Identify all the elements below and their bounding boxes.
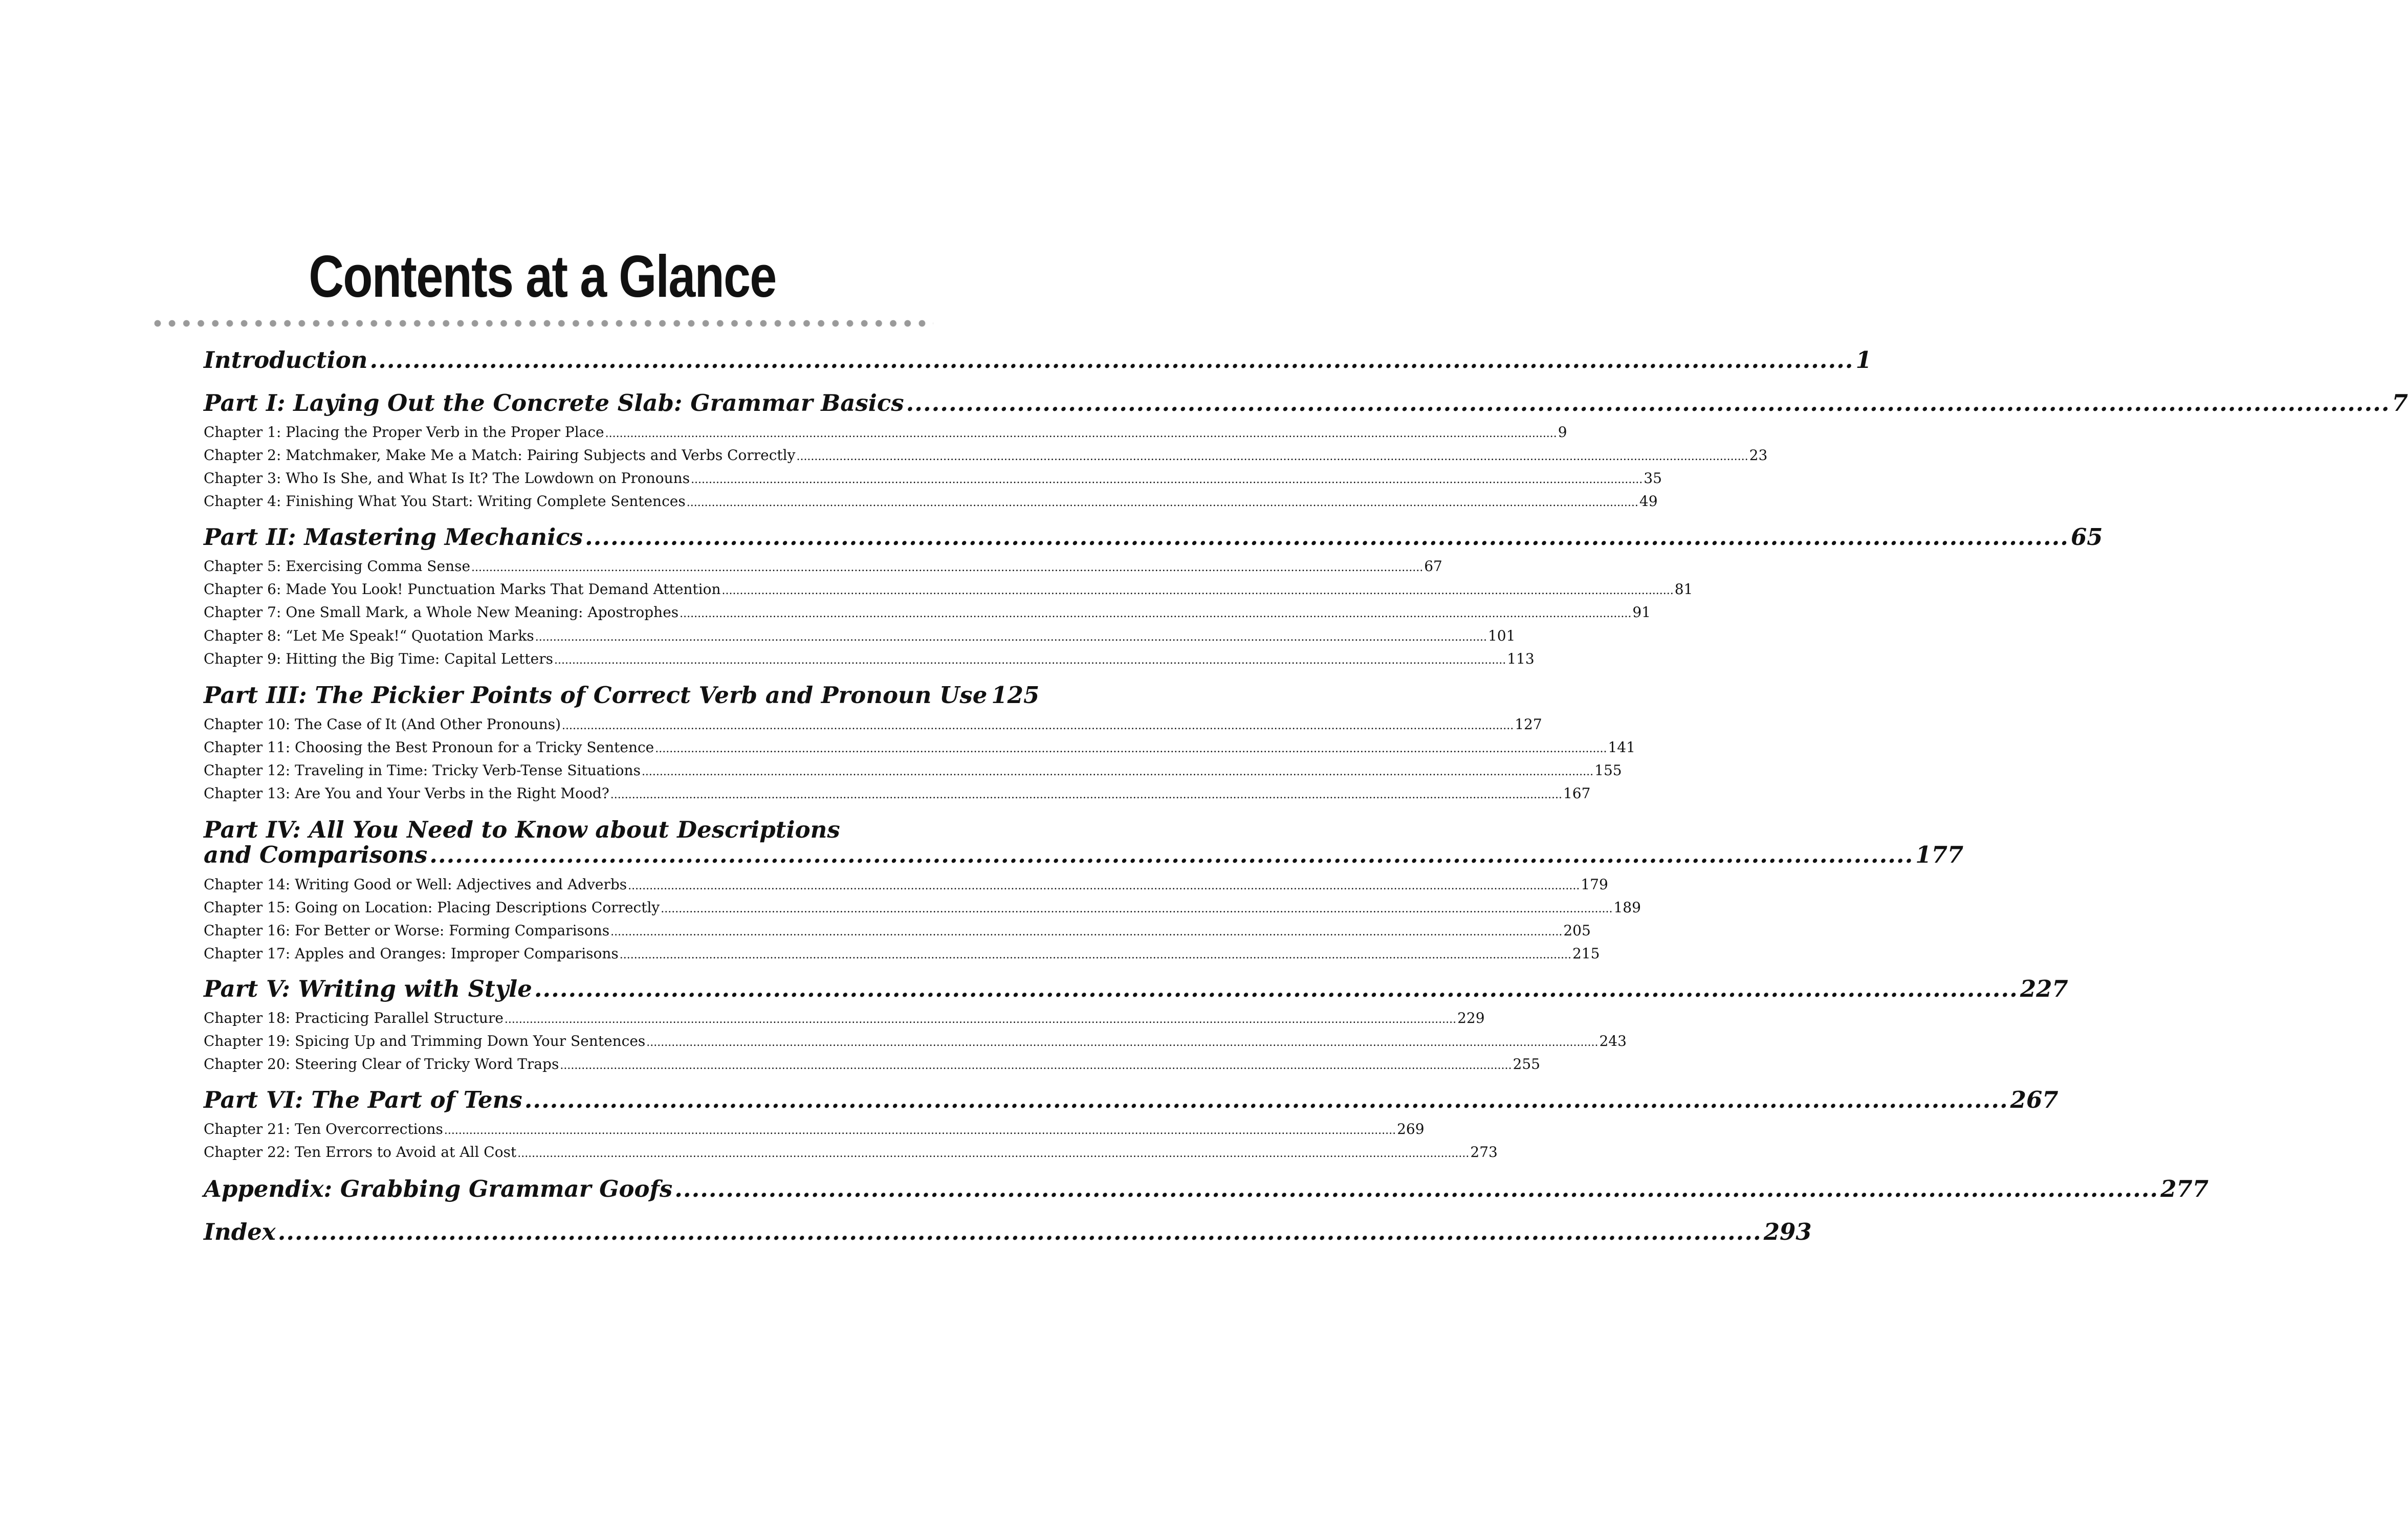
page-number: 125 [991, 682, 1040, 709]
dot-leader: .......................................................................................................................................................................................................................................................................... [661, 903, 1613, 915]
page-number: 267 [2010, 1086, 2059, 1113]
chapter-label: Chapter 11: Choosing the Best Pronoun for a Tricky Sentence [204, 739, 654, 756]
chapter-label: Chapter 15: Going on Location: Placing Descriptions Correctly [204, 899, 660, 916]
chapter-label: Chapter 5: Exercising Comma Sense [204, 558, 471, 575]
dot-leader: .......................................................................................................................................................................................................................................................................... [619, 949, 1571, 961]
page-number: 91 [1632, 604, 1651, 621]
dot-leader: .......................................................................................................................................................................................................................................................................... [444, 1124, 1396, 1137]
dot-leader: .............................................................................................................................................................................. [369, 346, 1854, 374]
page-number: 81 [1674, 581, 1693, 598]
chapter-label: Chapter 19: Spicing Up and Trimming Down Your Sentences [204, 1033, 646, 1049]
part-label: Index [204, 1218, 276, 1245]
page-number: 179 [1581, 876, 1608, 893]
chapter-label: Chapter 16: For Better or Worse: Forming Comparisons [204, 922, 610, 939]
page-number: 1 [1855, 346, 1872, 374]
page-number: 189 [1613, 899, 1641, 916]
dot-leader: .......................................................................................................................................................................................................................................................................... [691, 473, 1643, 486]
dot-leader: .............................................................................................................................................................................. [906, 389, 2390, 416]
toc-chapter-17[interactable] [204, 945, 1600, 964]
dot-leader: .......................................................................................................................................................................................................................................................................... [535, 631, 1487, 644]
toc-chapter-20[interactable] [204, 1056, 1540, 1074]
dot-leader: .......................................................................................................................................................................................................................................................................... [504, 1013, 1457, 1026]
toc-chapter-1[interactable] [204, 424, 1567, 443]
toc-part-4[interactable] [204, 841, 1964, 869]
toc-appendix[interactable] [204, 1175, 2209, 1203]
toc-part-introduction[interactable] [204, 346, 1872, 375]
part-label: Introduction [204, 346, 368, 374]
toc-part-1[interactable] [204, 389, 2408, 418]
toc-chapter-14[interactable] [204, 876, 1608, 895]
toc-chapter-9[interactable] [204, 650, 1535, 669]
page-number: 67 [1424, 558, 1442, 575]
toc-chapter-3[interactable] [204, 470, 1662, 489]
part-label: Part V: Writing with Style [204, 975, 532, 1002]
dot-leader: .......................................................................................................................................................................................................................................................................... [686, 496, 1638, 509]
page-number: 141 [1608, 739, 1635, 756]
dot-leader: .......................................................................................................................................................................................................................................................................... [796, 450, 1748, 463]
page-number: 205 [1563, 922, 1591, 939]
page-number: 9 [1558, 424, 1567, 441]
chapter-label: Chapter 8: “Let Me Speak!“ Quotation Marks [204, 627, 534, 644]
toc-chapter-6[interactable] [204, 581, 1693, 600]
chapter-label: Chapter 13: Are You and Your Verbs in the Right Mood? [204, 785, 609, 802]
chapter-label: Chapter 12: Traveling in Time: Tricky Verb-Tense Situations [204, 762, 641, 779]
page-number: 293 [1763, 1218, 1812, 1245]
page-number: 277 [2160, 1175, 2209, 1202]
dot-leader: .......................................................................................................................................................................................................................................................................... [562, 719, 1514, 732]
toc-chapter-12[interactable] [204, 762, 1622, 781]
toc-chapter-10[interactable] [204, 716, 1542, 735]
page-number: 49 [1639, 493, 1658, 510]
dot-leader: .......................................................................................................................................................................................................................................................................... [610, 788, 1562, 801]
page-number: 127 [1515, 716, 1542, 733]
dot-leader: .......................................................................................................................................................................................................................................................................... [554, 654, 1506, 667]
chapter-label: Chapter 2: Matchmaker, Make Me a Match: Pairing Subjects and Verbs Correctly [204, 447, 796, 464]
toc-chapter-7[interactable] [204, 604, 1651, 623]
page-number: 101 [1487, 627, 1516, 644]
page-number: 35 [1644, 470, 1662, 487]
toc-chapter-8[interactable] [204, 627, 1516, 646]
dot-leader: .......................................................................................................................................................................................................................................................................... [610, 926, 1563, 938]
toc-chapter-21[interactable] [204, 1121, 1425, 1139]
toc-chapter-22[interactable] [204, 1144, 1498, 1163]
page-number: 113 [1507, 650, 1535, 667]
part-label: and Comparisons [204, 841, 428, 868]
toc-chapter-4[interactable] [204, 493, 1658, 512]
chapter-label: Chapter 22: Ten Errors to Avoid at All Cost [204, 1144, 517, 1160]
dot-leader: .............................................................................................................................................................................. [674, 1175, 2159, 1202]
part-label: Appendix: Grabbing Grammar Goofs [204, 1175, 673, 1202]
dot-leader: .......................................................................................................................................................................................................................................................................... [721, 584, 1674, 597]
toc-chapter-16[interactable] [204, 922, 1591, 941]
page-number: 177 [1915, 841, 1964, 868]
chapter-label: Chapter 3: Who Is She, and What Is It? The Lowdown on Pronouns [204, 470, 690, 487]
dot-leader: .............................................................................................................................................................................. [277, 1218, 1762, 1245]
chapter-label: Chapter 20: Steering Clear of Tricky Word Traps [204, 1056, 559, 1072]
page-number: 229 [1457, 1010, 1485, 1026]
toc-chapter-13[interactable] [204, 785, 1591, 804]
page-number: 23 [1749, 447, 1768, 464]
dotted-divider [154, 319, 933, 327]
part-label: Part VI: The Part of Tens [204, 1086, 522, 1113]
page-title: Contents at a Glance [309, 243, 776, 310]
toc-chapter-2[interactable] [204, 447, 1768, 466]
chapter-label: Chapter 4: Finishing What You Start: Writing Complete Sentences [204, 493, 686, 510]
page-number: 255 [1513, 1056, 1540, 1072]
page-number: 155 [1594, 762, 1622, 779]
chapter-label: Chapter 6: Made You Look! Punctuation Marks That Demand Attention [204, 581, 721, 598]
dot-leader: .............................................................................................................................................................................. [429, 841, 1914, 868]
dot-leader: .......................................................................................................................................................................................................................................................................... [680, 607, 1632, 620]
toc-part-4-line1[interactable]: Part IV: All You Need to Know about Descriptions [204, 816, 840, 843]
part-label: Part II: Mastering Mechanics [204, 523, 583, 551]
dot-leader: .......................................................................................................................................................................................................................................................................... [605, 427, 1557, 440]
toc-part-3[interactable] [204, 681, 1040, 710]
dot-leader: .............................................................................................................................................................................. [534, 975, 2018, 1002]
chapter-label: Chapter 21: Ten Overcorrections [204, 1121, 443, 1137]
page-number: 243 [1599, 1033, 1627, 1049]
page-number: 65 [2070, 523, 2103, 551]
dot-leader: .............................................................................................................................................................................. [584, 523, 2069, 551]
chapter-label: Chapter 9: Hitting the Big Time: Capital Letters [204, 650, 554, 667]
toc-chapter-5[interactable] [204, 558, 1442, 577]
part-label: Part III: The Pickier Points of Correct Verb and Pronoun Use [204, 682, 988, 709]
chapter-label: Chapter 14: Writing Good or Well: Adjectives and Adverbs [204, 876, 627, 893]
chapter-label: Chapter 10: The Case of It (And Other Pronouns) [204, 716, 561, 733]
dot-leader: .......................................................................................................................................................................................................................................................................... [560, 1059, 1512, 1072]
page-number: 269 [1397, 1121, 1425, 1137]
page-number: 167 [1563, 785, 1591, 802]
chapter-label: Chapter 1: Placing the Proper Verb in the Proper Place [204, 424, 604, 441]
dot-leader: .......................................................................................................................................................................................................................................................................... [655, 742, 1607, 755]
chapter-label: Chapter 17: Apples and Oranges: Improper Comparisons [204, 945, 619, 962]
toc-part-6[interactable] [204, 1086, 2059, 1114]
part-label: Part I: Laying Out the Concrete Slab: Grammar Basics [204, 389, 904, 416]
toc-part-2[interactable] [204, 523, 2103, 552]
dot-leader: .......................................................................................................................................................................................................................................................................... [641, 765, 1594, 778]
dot-leader: .......................................................................................................................................................................................................................................................................... [517, 1147, 1470, 1160]
dot-leader: .......................................................................................................................................................................................................................................................................... [646, 1036, 1599, 1049]
dot-leader: .......................................................................................................................................................................................................................................................................... [628, 880, 1580, 892]
page-number: 273 [1470, 1144, 1498, 1160]
dot-leader: .............................................................................................................................................................................. [524, 1086, 2008, 1113]
toc-part-5[interactable] [204, 975, 2068, 1003]
dot-leader: .......................................................................................................................................................................................................................................................................... [471, 561, 1424, 574]
page-number: 215 [1572, 945, 1600, 962]
toc-chapter-19[interactable] [204, 1033, 1627, 1051]
toc-index[interactable] [204, 1218, 1812, 1246]
page-number: 7 [2392, 389, 2408, 416]
page-number: 227 [2020, 975, 2068, 1002]
chapter-label: Chapter 7: One Small Mark, a Whole New Meaning: Apostrophes [204, 604, 679, 621]
chapter-label: Chapter 18: Practicing Parallel Structure [204, 1010, 504, 1026]
toc-chapter-15[interactable] [204, 899, 1641, 918]
toc-chapter-11[interactable] [204, 739, 1635, 758]
toc-chapter-18[interactable] [204, 1010, 1485, 1028]
